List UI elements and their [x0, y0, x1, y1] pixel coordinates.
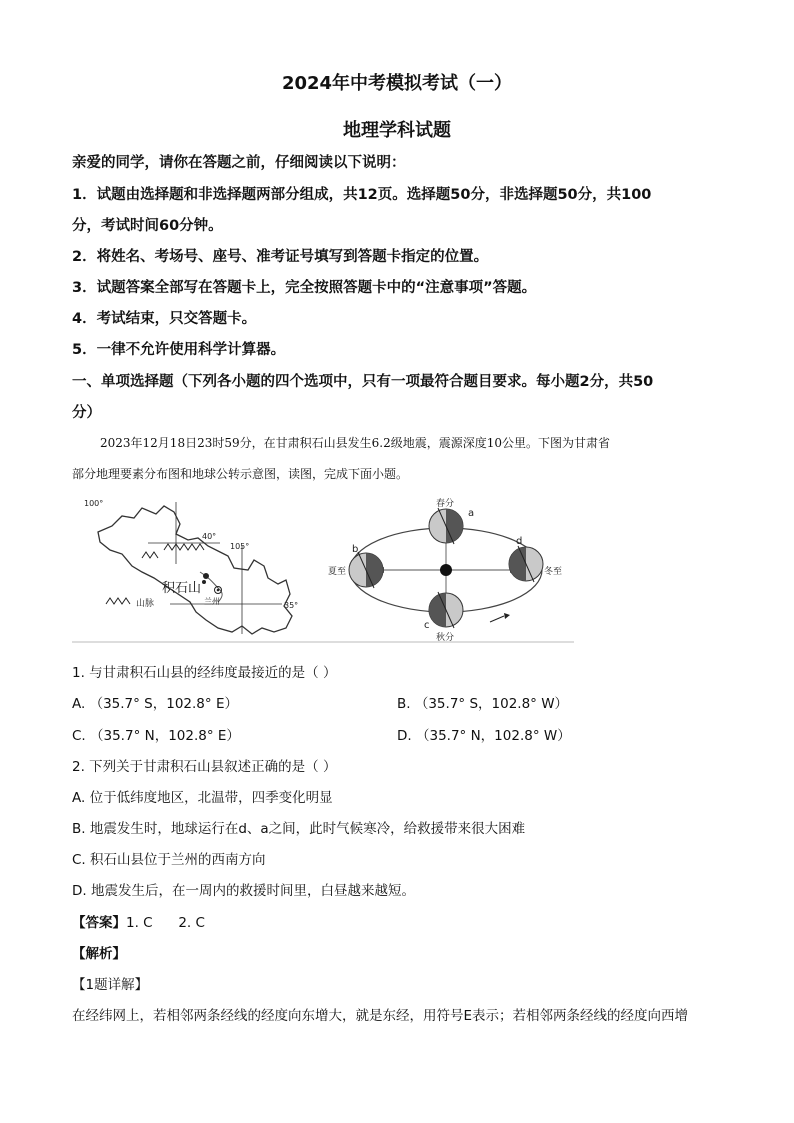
instruction-5: 5．一律不允许使用科学计算器。 [72, 342, 286, 358]
q1-option-b: B. （35.7° S，102.8° W） [397, 696, 569, 712]
analysis-sub-heading: 【1题详解】 [72, 977, 149, 993]
section-heading-line-1: 一、单项选择题（下列各小题的四个选项中，只有一项最符合题目要求。每小题2分，共50 [72, 374, 654, 390]
section-heading-line-2: 分） [72, 405, 101, 421]
gansu-map [84, 499, 298, 634]
q1-option-a: A. （35.7° S，102.8° E） [72, 696, 238, 712]
q2-stem: 2. 下列关于甘肃积石山县叙述正确的是（ ） [72, 759, 337, 775]
earth-spring-icon [429, 508, 463, 544]
point-d-label: d [516, 536, 523, 547]
spring-label: 春分 [436, 499, 455, 509]
q1-stem: 1. 与甘肃积石山县的经纬度最接近的是（ ） [72, 665, 337, 681]
point-b-label: b [352, 544, 359, 555]
answer-row [72, 911, 205, 931]
autumn-label: 秋分 [436, 633, 455, 643]
page-subtitle: 地理学科试题 [343, 120, 451, 141]
lat-40-label: 40° [202, 532, 217, 541]
lat-35-label: 35° [284, 601, 299, 610]
lanzhou-label: 兰州 [204, 597, 220, 606]
figure-svg [72, 494, 574, 646]
instructions-greeting: 亲爱的同学，请你在答题之前，仔细阅读以下说明： [72, 155, 406, 171]
jishishan-label: 积石山 [162, 581, 202, 596]
instruction-2: 2．将姓名、考场号、座号、准考证号填写到答题卡指定的位置。 [72, 249, 489, 265]
answer-label: 【答案】 [72, 915, 126, 931]
instruction-4: 4．考试结束，只交答题卡。 [72, 311, 257, 327]
q2-option-c: C. 积石山县位于兰州的西南方向 [72, 852, 266, 868]
analysis-line-1: 在经纬网上，若相邻两条经线的经度向东增大，就是东经，用符号E表示；若相邻两条经线的经度向西增 [72, 1008, 689, 1024]
analysis-label: 【解析】 [72, 946, 126, 962]
q1-option-d: D. （35.7° N，102.8° W） [397, 728, 571, 744]
orbit-diagram [328, 497, 562, 643]
figure [72, 494, 574, 646]
passage-line-1: 2023年12月18日23时59分，在甘肃积石山县发生6.2级地震，震源深度10公里。下图为甘肃省 [100, 436, 610, 450]
winter-label: 冬至 [544, 567, 563, 577]
mountain-legend-label: 山脉 [136, 599, 155, 609]
sun-icon [440, 564, 452, 576]
lon-100-label: 100° [84, 499, 104, 508]
summer-label: 夏至 [328, 567, 347, 577]
instruction-3: 3．试题答案全部写在答题卡上，完全按照答题卡中的“注意事项”答题。 [72, 280, 537, 296]
q1-option-c: C. （35.7° N，102.8° E） [72, 728, 240, 744]
answer-values: 1. C 2. C [126, 915, 205, 931]
page-title: 2024年中考模拟考试（一） [281, 73, 513, 94]
earth-winter-icon [509, 546, 543, 582]
point-c-label: c [424, 620, 430, 631]
q2-option-d: D. 地震发生后，在一周内的救援时间里，白昼越来越短。 [72, 883, 415, 899]
point-a-label: a [468, 508, 475, 519]
q2-option-b: B. 地震发生时，地球运行在d、a之间，此时气候寒冷，给救援带来很大困难 [72, 821, 526, 837]
instruction-1-line-1: 1．试题由选择题和非选择题两部分组成，共12页。选择题50分，非选择题50分，共100 [72, 187, 652, 203]
earth-summer-icon [349, 552, 383, 588]
lon-105-label: 105° [230, 542, 250, 551]
q2-option-a: A. 位于低纬度地区，北温带，四季变化明显 [72, 790, 333, 806]
earth-autumn-icon [429, 592, 463, 628]
instruction-1-line-2: 分，考试时间60分钟。 [72, 218, 223, 234]
passage-line-2: 部分地理要素分布图和地球公转示意图，读图，完成下面小题。 [72, 467, 409, 481]
